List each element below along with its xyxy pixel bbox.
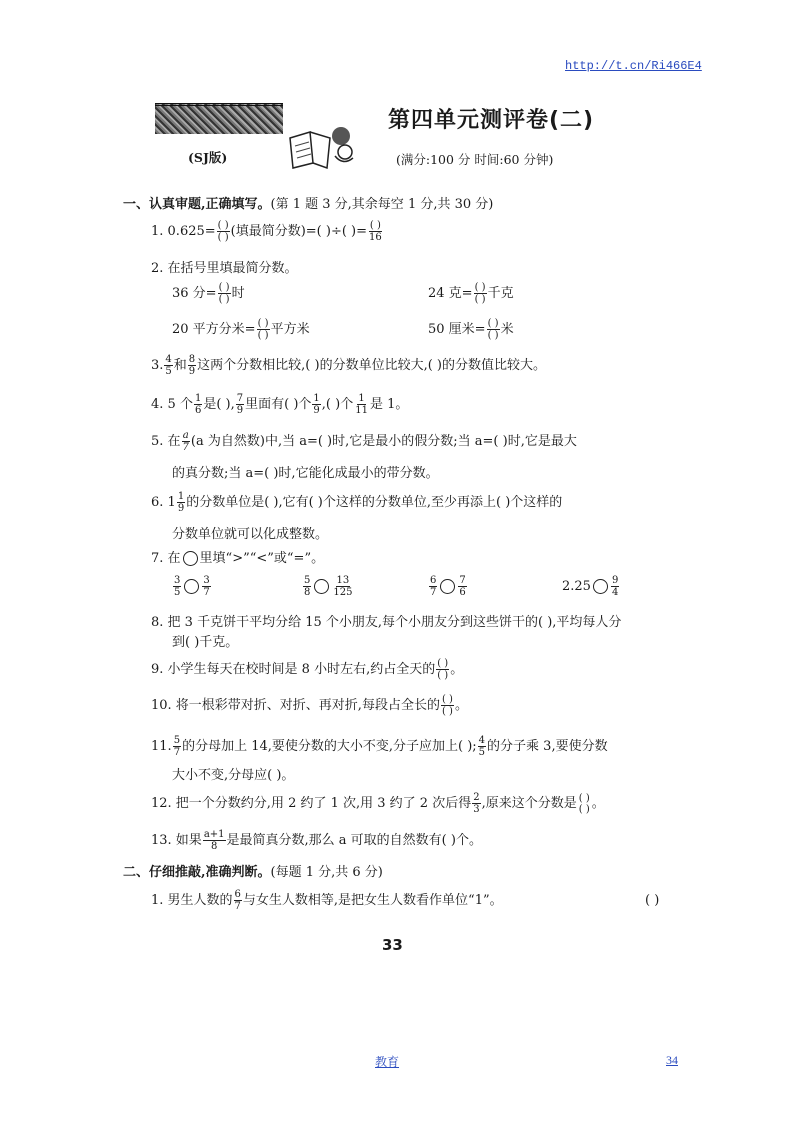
section-1-heading: 一、认真审题,正确填写。(第 1 题 3 分,其余每空 1 分,共 30 分) <box>123 197 494 212</box>
page-title: 第四单元测评卷(二) <box>388 108 595 133</box>
question-11: 11. $\frac{5}{7}$ 的分母加上 14,要使分数的大小不变,分子应加上( ); $\frac{4}{5}$ 的分子乘 3,要使分数 <box>151 735 608 758</box>
question-9: 9. 小学生每天在校时间是 8 小时左右,约占全天的 $\frac{( )}{( )}$ 。 <box>151 658 464 681</box>
judge-question-1: 1. 男生人数的 $\frac{6}{7}$ 与女生人数相等,是把女生人数看作单位“1”。 <box>151 889 503 912</box>
compare-circle-icon[interactable] <box>314 579 329 594</box>
question-10: 10. 将一根彩带对折、对折、再对折,每段占全长的 $\frac{( )}{( )}$ 。 <box>151 694 468 717</box>
question-2-item-2: 24 克= $\frac{( )}{( )}$ 千克 <box>428 282 514 305</box>
section-2-heading: 二、仔细推敲,准确判断。(每题 1 分,共 6 分) <box>123 865 383 880</box>
series-logo <box>155 103 283 134</box>
question-3: 3. $\frac{4}{5}$ 和 $\frac{8}{9}$ 这两个分数相比较,( )的分数单位比较大,( )的分数值比较大。 <box>151 354 546 377</box>
exam-info: (满分:100 分 时间:60 分钟) <box>396 152 554 167</box>
compare-circle-icon[interactable] <box>593 579 608 594</box>
question-6-line-2: 分数单位就可以化成整数。 <box>172 527 329 542</box>
compare-item-1: $\frac{3}{5}$ $\frac{3}{7}$ <box>174 575 210 598</box>
question-8: 8. 把 3 千克饼干平均分给 15 个小朋友,每个小朋友分到这些饼干的( ),平均每人分 <box>151 615 622 630</box>
question-2-item-4: 50 厘米= $\frac{( )}{( )}$ 米 <box>428 318 514 341</box>
footer-page-number[interactable]: 34 <box>666 1053 678 1067</box>
page-number: 33 <box>382 936 403 954</box>
compare-item-4: 2.25 $\frac{9}{4}$ <box>562 575 619 598</box>
question-4: 4. 5 个 $\frac{1}{6}$ 是( ), $\frac{7}{9}$ 里面有( )个 $\frac{1}{9}$ ,( )个 $\frac{1}{11}$ 是 1。 <box>151 393 409 416</box>
question-5-line-2: 的真分数;当 a=( )时,它能化成最小的带分数。 <box>172 466 439 481</box>
question-5: 5. 在 $\frac{a}{7}$ (a 为自然数)中,当 a=( )时,它是最小的假分数;当 a=( )时,它是最大 <box>151 430 577 453</box>
compare-circle-icon[interactable] <box>440 579 455 594</box>
question-2-label: 2. 在括号里填最简分数。 <box>151 261 298 276</box>
source-url-link[interactable]: http://t.cn/Ri466E4 <box>565 59 702 73</box>
compare-item-3: $\frac{6}{7}$ $\frac{7}{6}$ <box>430 575 466 598</box>
book-illustration-icon <box>285 118 360 174</box>
compare-circle-icon <box>183 551 198 566</box>
question-2-item-3: 20 平方分米= $\frac{( )}{( )}$ 平方米 <box>172 318 310 341</box>
question-11-line-2: 大小不变,分母应( )。 <box>172 768 295 783</box>
question-2-item-1: 36 分= $\frac{( )}{( )}$ 时 <box>172 282 245 305</box>
compare-circle-icon[interactable] <box>184 579 199 594</box>
footer-link[interactable]: 教育 <box>375 1055 400 1069</box>
question-6: 6. 1 $\frac{1}{9}$ 的分数单位是( ),它有( )个这样的分数单位,至少再添上( )个这样的 <box>151 491 563 514</box>
compare-item-2: $\frac{5}{8}$ $\frac{13}{125}$ <box>304 575 353 598</box>
question-1: 1. 0.625= $\frac{( )}{( )}$ (填最简分数)=( )÷( )= $\frac{( )}{16}$ <box>151 220 382 243</box>
judge-answer-blank[interactable]: ( ) <box>645 893 660 908</box>
question-8-line-2: 到( )千克。 <box>172 635 239 650</box>
question-7-label: 7. 在 里填“>”“<”或“=”。 <box>151 551 325 566</box>
question-12: 12. 把一个分数约分,用 2 约了 1 次,用 3 约了 2 次后得 $\frac{2}{3}$ ,原来这个分数是 ( ) ( ) 。 <box>151 792 605 815</box>
edition-badge: (SJ版) <box>188 150 228 165</box>
question-13: 13. 如果 $\frac{a+1}{8}$ 是最简真分数,那么 a 可取的自然数有( )个。 <box>151 829 482 852</box>
